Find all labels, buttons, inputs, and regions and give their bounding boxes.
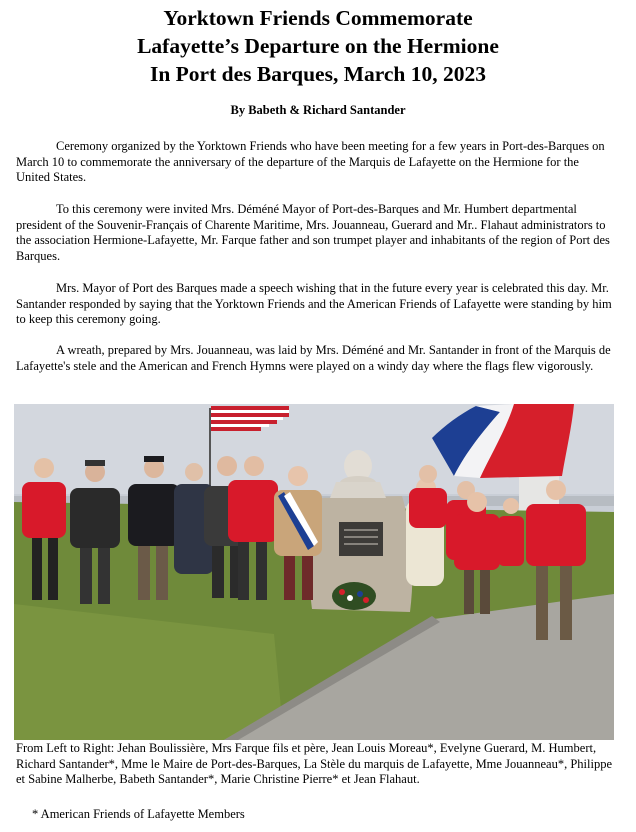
paragraph-2: To this ceremony were invited Mrs. Déméné Mayor of Port-des-Barques and Mr. Humbert departmental president of the Souvenir-Français of Charente Maritime, Mrs. Jouanneau, Guerard and Mr.. Flahaut administrators to the association Hermione-Lafayette, Mr. Farque father and son trumpet player and inhabitants of the region of Port des Barques. xyxy=(16,202,610,263)
byline: By Babeth & Richard Santander xyxy=(230,103,406,117)
footnote: * American Friends of Lafayette Members xyxy=(32,807,245,821)
title-line-3: In Port des Barques, March 10, 2023 xyxy=(149,62,487,86)
paragraph-3: Mrs. Mayor of Port des Barques made a speech wishing that in the future every year is celebrated this day. Mr. Santander responded by saying that the Yorktown Friends and the American Friends of Lafayette were standing by him to keep this ceremony going. xyxy=(16,281,612,326)
paragraph-4: A wreath, prepared by Mrs. Jouanneau, was laid by Mrs. Déméné and Mr. Santander in front of the Marquis de Lafayette's stele and the American and French Hymns were played on a windy day where the flags flew vigorously. xyxy=(16,343,611,373)
wreath xyxy=(332,582,376,610)
ceremony-photo-illustration xyxy=(14,404,614,740)
article-title xyxy=(0,4,636,88)
title-line-2: Lafayette’s Departure on the Hermione xyxy=(137,34,499,58)
title-line-1: Yorktown Friends Commemorate xyxy=(163,6,473,30)
photo-caption: From Left to Right: Jehan Boulissière, Mrs Farque fils et père, Jean Louis Moreau*, Evelyne Guerard, M. Humbert, Richard Santander*, Mme le Maire de Port-des-Barques, La Stèle du marquis de Lafayette, Mme Jouanneau*, Philippe et Sabine Malherbe, Babeth Santander*, Marie Christine Pierre* et Jean Flahaut. xyxy=(16,741,613,786)
ceremony-photo xyxy=(14,404,614,740)
paragraph-1: Ceremony organized by the Yorktown Friends who have been meeting for a few years in Port-des-Barques on March 10 to commemorate the anniversary of the departure of the Marquis de Lafayette on the Hermione for the United States. xyxy=(16,139,605,184)
